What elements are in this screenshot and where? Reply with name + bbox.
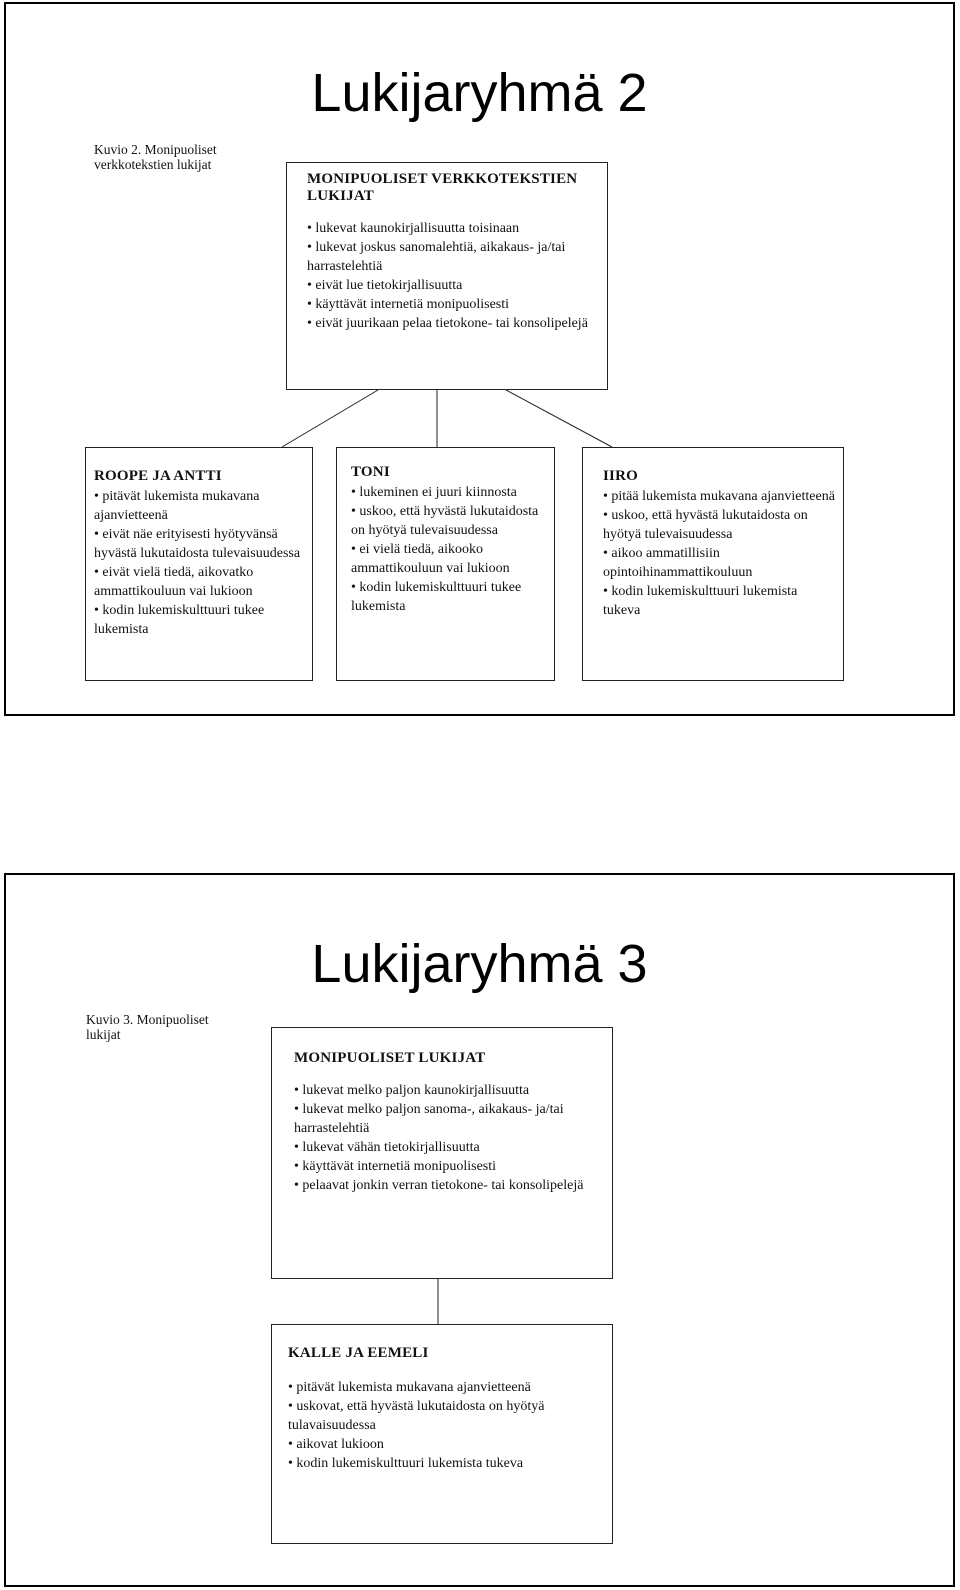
figure-caption: Kuvio 3. Monipuoliset lukijat <box>86 1012 209 1042</box>
list-item: • eivät näe erityisesti hyötyvänsä hyvästä lukutaidosta tulevaisuudessa <box>94 525 306 563</box>
box-title-line1: MONIPUOLISET VERKKOTEKSTIEN <box>307 171 578 187</box>
list-item: • eivät juurikaan pelaa tietokone- tai konsolipelejä <box>307 314 597 333</box>
list-item: • uskovat, että hyvästä lukutaidosta on hyötyä tulavaisuudessa <box>288 1397 602 1435</box>
list-item: • käyttävät internetiä monipuolisesti <box>307 295 597 314</box>
connector-right <box>506 390 612 447</box>
list-item: • pitävät lukemista mukavana ajanvietteenä <box>94 487 306 525</box>
slide-title: Lukijaryhmä 2 <box>311 63 648 123</box>
list-item: • pitää lukemista mukavana ajanvietteenä <box>603 487 835 506</box>
list-item: • aikoo ammatillisiin opintoihinammattikouluun <box>603 544 835 582</box>
box-title: KALLE JA EEMELI <box>288 1345 429 1361</box>
list-item: • lukeminen ei juuri kiinnosta <box>351 483 548 502</box>
box-title: MONIPUOLISET LUKIJAT <box>294 1050 486 1066</box>
slide-title: Lukijaryhmä 3 <box>311 934 648 994</box>
list-item: • lukevat vähän tietokirjallisuutta <box>294 1138 602 1157</box>
trait-list <box>351 483 548 616</box>
list-item: • eivät lue tietokirjallisuutta <box>307 276 597 295</box>
list-item: • kodin lukemiskulttuuri lukemista tukeva <box>288 1454 602 1473</box>
top-box-monipuoliset-lukijat <box>271 1027 613 1279</box>
list-item: • käyttävät internetiä monipuolisesti <box>294 1157 602 1176</box>
bottom-box-kalle-ja-eemeli <box>271 1324 613 1544</box>
box-roope-ja-antti <box>85 447 313 681</box>
list-item: • uskoo, että hyvästä lukutaidosta on hyötyä tulevaisuudessa <box>603 506 835 544</box>
list-item: • kodin lukemiskulttuuri lukemista tukeva <box>603 582 835 620</box>
list-item: • kodin lukemiskulttuuri tukee lukemista <box>94 601 306 639</box>
trait-list <box>288 1378 602 1473</box>
figure-caption: Kuvio 2. Monipuoliset verkkotekstien lukijat <box>94 142 217 172</box>
list-item: • ei vielä tiedä, aikooko ammattikouluun vai lukioon <box>351 540 548 578</box>
connector-left <box>282 390 378 447</box>
list-item: • lukevat melko paljon sanoma-, aikakaus- ja/tai harrastelehtiä <box>294 1100 602 1138</box>
trait-list <box>94 487 306 639</box>
slide-lukijaryhma-2 <box>4 2 955 716</box>
list-item: • uskoo, että hyvästä lukutaidosta on hyötyä tulevaisuudessa <box>351 502 548 540</box>
trait-list <box>307 219 597 333</box>
list-item: • lukevat kaunokirjallisuutta toisinaan <box>307 219 597 238</box>
box-title-line2: LUKIJAT <box>307 188 374 204</box>
slide-lukijaryhma-3 <box>4 873 955 1587</box>
list-item: • kodin lukemiskulttuuri tukee lukemista <box>351 578 548 616</box>
trait-list <box>603 487 835 620</box>
box-title: TONI <box>351 464 390 480</box>
top-box-verkkotekstien-lukijat <box>286 162 608 390</box>
box-toni <box>336 447 555 681</box>
list-item: • pelaavat jonkin verran tietokone- tai konsolipelejä <box>294 1176 602 1195</box>
box-iiro <box>582 447 844 681</box>
list-item: • pitävät lukemista mukavana ajanvietteenä <box>288 1378 602 1397</box>
trait-list <box>294 1081 602 1195</box>
box-title: ROOPE JA ANTTI <box>94 468 222 484</box>
list-item: • eivät vielä tiedä, aikovatko ammattikouluun vai lukioon <box>94 563 306 601</box>
box-title: IIRO <box>603 468 638 484</box>
list-item: • lukevat joskus sanomalehtiä, aikakaus- ja/tai harrastelehtiä <box>307 238 597 276</box>
list-item: • aikovat lukioon <box>288 1435 602 1454</box>
list-item: • lukevat melko paljon kaunokirjallisuutta <box>294 1081 602 1100</box>
